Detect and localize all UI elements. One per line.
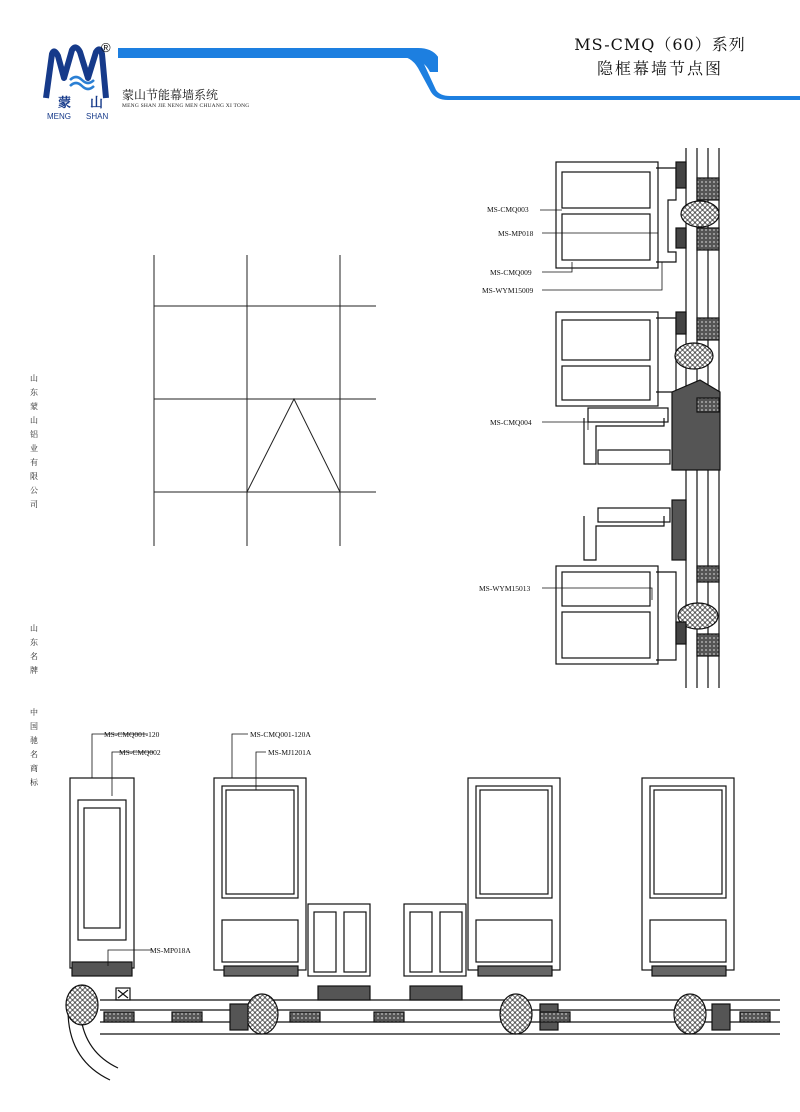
label-ms-cmq001-120: MS-CMQ001-120	[104, 730, 160, 739]
label-ms-cmq001-120a: MS-CMQ001-120A	[250, 730, 311, 739]
sidebar-brand-honor: 山东名牌	[30, 624, 38, 675]
registered-mark: ®	[101, 40, 111, 55]
open-window-symbol	[247, 399, 340, 492]
horizontal-leaders	[92, 734, 266, 966]
label-ms-wym15013: MS-WYM15013	[479, 584, 531, 593]
sidebar-company: 山东蒙山铝业有限公司	[30, 374, 38, 509]
logo-en-right: SHAN	[86, 112, 109, 121]
label-ms-mj1201a: MS-MJ1201A	[268, 748, 312, 757]
label-ms-wym15009: MS-WYM15009	[482, 286, 534, 295]
brand-name-en: MENG SHAN JIE NENG MEN CHUANG XI TONG	[122, 103, 250, 109]
vertical-section	[556, 148, 720, 688]
sidebar-trademark-honor: 中国驰名商标	[30, 708, 38, 787]
label-ms-mp018a: MS-MP018A	[150, 946, 191, 955]
label-ms-cmq009: MS-CMQ009	[490, 268, 532, 277]
label-ms-cmq004: MS-CMQ004	[490, 418, 532, 427]
logo-cn-left: 蒙	[58, 96, 72, 111]
label-ms-mp018: MS-MP018	[498, 229, 534, 238]
logo-cn-right: 山	[90, 96, 104, 111]
horizontal-section	[66, 778, 780, 1080]
elevation-grid	[154, 255, 376, 546]
drawing-title-name: 隐框幕墙节点图	[596, 59, 723, 78]
logo-en-left: MENG	[47, 112, 71, 121]
label-ms-cmq003: MS-CMQ003	[487, 205, 529, 214]
brand-name-cn: 蒙山节能幕墙系统	[122, 88, 219, 102]
drawing-title-series: MS-CMQ（60）系列	[574, 35, 746, 54]
label-ms-cmq002: MS-CMQ002	[119, 748, 161, 757]
